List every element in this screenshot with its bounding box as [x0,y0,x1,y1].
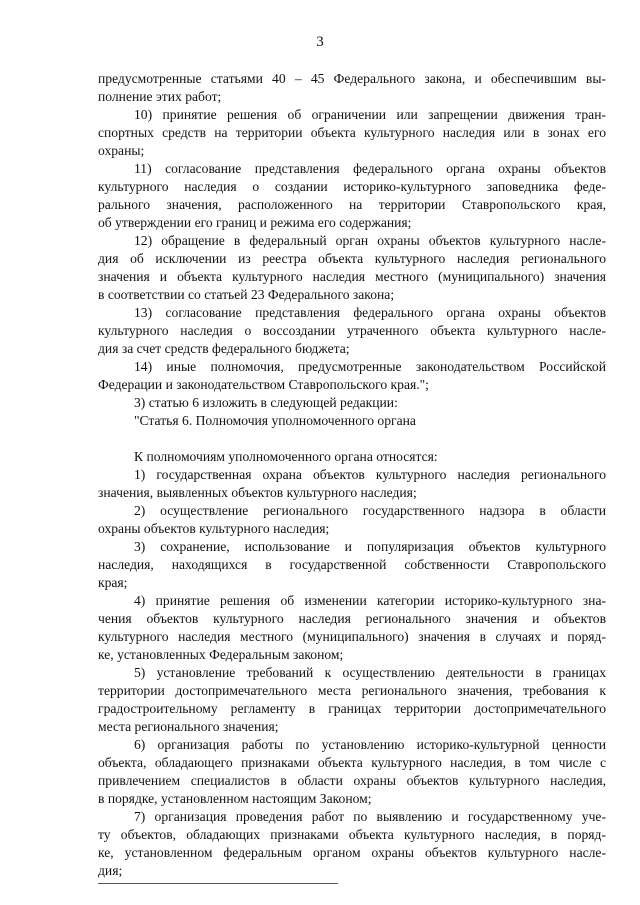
text-line: 14) иные полномочия, предусмотренные законодательством Российской [134,359,606,374]
text-line: 6) организация работы по установлению историко-культурной ценности [134,737,606,752]
text-line: наследия, находящихся в государственной собственности Ставропольского [98,557,606,572]
text-line: ке, установленном федеральным органом охраны объектов культурного насле- [98,845,606,860]
text-line: территории достопримечательного места регионального значения, требования к [98,683,606,698]
text-line: места регионального значения; [98,719,279,734]
text-line: предусмотренные статьями 40 – 45 Федерального закона, и обеспечившим вы- [98,71,606,86]
text-line: 7) организация проведения работ по выявлению и государственному уче- [134,809,606,824]
text-line: полнение этих работ; [98,89,222,104]
text-line: охраны; [98,143,145,158]
text-line: значения, выявленных объектов культурного наследия; [98,485,417,500]
text-line: охраны объектов культурного наследия; [98,521,330,536]
text-line: 2) осуществление регионального государственного надзора в области [134,503,606,518]
text-line: 1) государственная охрана объектов культурного наследия регионального [134,467,606,482]
footnote-divider [98,883,338,884]
text-line: в соответствии со статьей 23 Федерального закона; [98,287,395,302]
text-line: спортных средств на территории объекта культурного наследия или в зонах его [98,125,606,140]
text-line: рального значения, расположенного на территории Ставропольского края, [98,197,606,212]
text-line: объекта, обладающего признаками объекта культурного наследия, в том числе с [98,755,606,770]
text-line: дия за счет средств федерального бюджета; [98,341,350,356]
text-line: 4) принятие решения об изменении категории историко-культурного зна- [134,593,606,608]
text-line: градостроительному регламенту в границах территории достопримечательного [98,701,606,716]
text-line: 5) установление требований к осуществлению деятельности в границах [134,665,606,680]
text-line: в порядке, установленном настоящим Законом; [98,791,372,806]
page-number: 3 [316,34,324,50]
text-line: об утверждении его границ и режима его содержания; [98,215,412,230]
text-line: привлечением специалистов в области охраны объектов культурного наследия, [98,773,606,788]
text-line: 13) согласование представления федерального органа охраны объектов [134,305,606,320]
text-line: края; [98,575,128,590]
text-line: ке, установленных Федеральным законом; [98,647,344,662]
text-line: ту объектов, обладающих признаками объекта культурного наследия, в поряд- [98,827,606,842]
text-line: 3) сохранение, использование и популяризация объектов культурного [134,539,606,554]
document-body [98,70,606,880]
text-line: культурного наследия местного (муниципального) значения в случаях и поряд- [98,629,606,644]
text-line: значения и объекта культурного наследия местного (муниципального) значения [98,269,606,284]
text-line: культурного наследия о создании историко-культурного заповедника феде- [98,179,606,194]
text-line: чения объектов культурного наследия регионального значения и объектов [98,611,606,626]
text-line: Федерации и законодательством Ставропольского края."; [98,377,429,392]
text-line: культурного наследия о воссоздании утраченного объекта культурного насле- [98,323,606,338]
text-line: дия; [98,863,123,878]
text-line: 11) согласование представления федерального органа охраны объектов [134,161,606,176]
text-line: дия об исключении из реестра объекта культурного наследия регионального [98,251,606,266]
text-line: 12) обращение в федеральный орган охраны объектов культурного насле- [134,233,606,248]
text-line: "Статья 6. Полномочия уполномоченного органа [134,413,416,428]
text-line: 10) принятие решения об ограничении или запрещении движения тран- [134,107,606,122]
text-line: 3) статью 6 изложить в следующей редакции: [134,395,398,410]
text-line: К полномочиям уполномоченного органа относятся: [134,449,438,464]
